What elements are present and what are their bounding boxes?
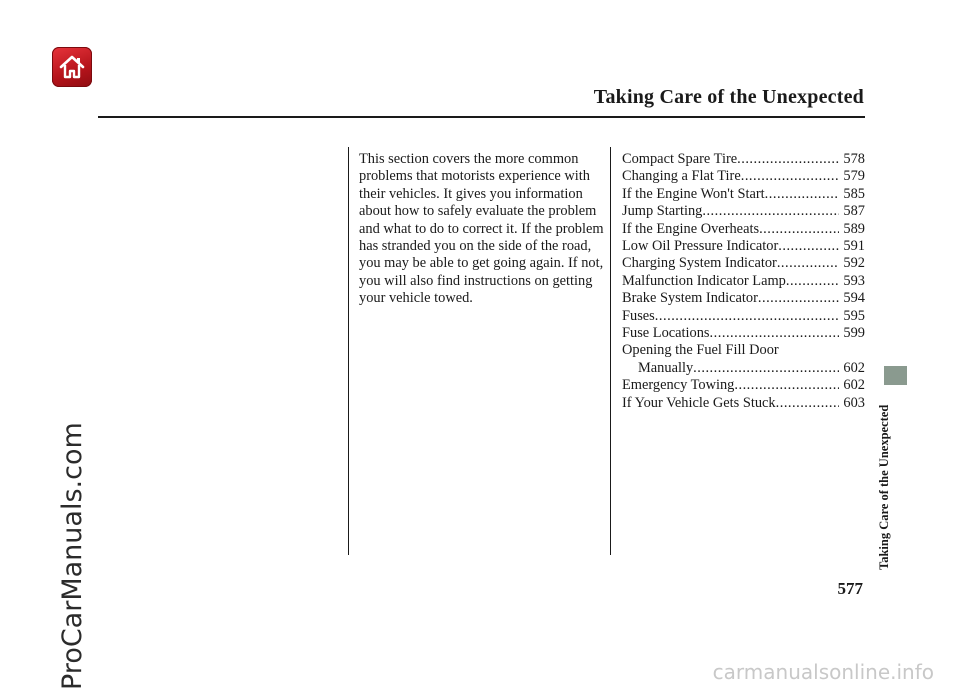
page-number: 577 (837, 579, 863, 598)
toc-item[interactable]: Fuse Locations ..... 599 (622, 325, 865, 342)
toc-item[interactable]: Fuses ..... 595 (622, 308, 865, 325)
home-icon (58, 53, 86, 81)
side-section-label: Taking Care of the Unexpected (877, 404, 891, 570)
toc-item[interactable]: If the Engine Overheats ..... 589 (622, 221, 865, 238)
toc-item[interactable]: Malfunction Indicator Lamp ..... 593 (622, 273, 865, 290)
home-button[interactable] (52, 47, 92, 87)
section-intro: This section covers the more common problems that motorists experience with their vehicles. It gives you information about how to safely evaluate the problem and what to do to correct it. If the problem has stranded you on the side of the road, you may be able to get going again. If not, you will also find instructions on getting your vehicle towed. (359, 151, 604, 307)
section-title: Taking Care of the Unexpected (593, 86, 864, 108)
column-divider-left (348, 147, 349, 555)
toc-item-continued[interactable]: Manually ..... 602 (622, 360, 865, 377)
header-rule (98, 116, 865, 118)
toc-item[interactable]: Compact Spare Tire ..... 578 (622, 151, 865, 168)
toc-item[interactable]: Brake System Indicator ..... 594 (622, 290, 865, 307)
toc-item[interactable]: If the Engine Won't Start ..... 585 (622, 186, 865, 203)
column-divider-right (610, 147, 611, 555)
watermark-procarmanuals: ProCarManuals.com (57, 422, 88, 690)
toc-item[interactable]: Opening the Fuel Fill Door (622, 342, 779, 359)
toc-item[interactable]: Low Oil Pressure Indicator ..... 591 (622, 238, 865, 255)
toc-item[interactable]: Emergency Towing ..... 602 (622, 377, 865, 394)
toc-item[interactable]: Jump Starting ..... 587 (622, 203, 865, 220)
watermark-footer: carmanualsonline.info (712, 660, 934, 684)
toc-item[interactable]: Charging System Indicator ..... 592 (622, 255, 865, 272)
toc-item[interactable]: If Your Vehicle Gets Stuck ..... 603 (622, 395, 865, 412)
table-of-contents (622, 151, 865, 412)
toc-item[interactable]: Changing a Flat Tire ..... 579 (622, 168, 865, 185)
